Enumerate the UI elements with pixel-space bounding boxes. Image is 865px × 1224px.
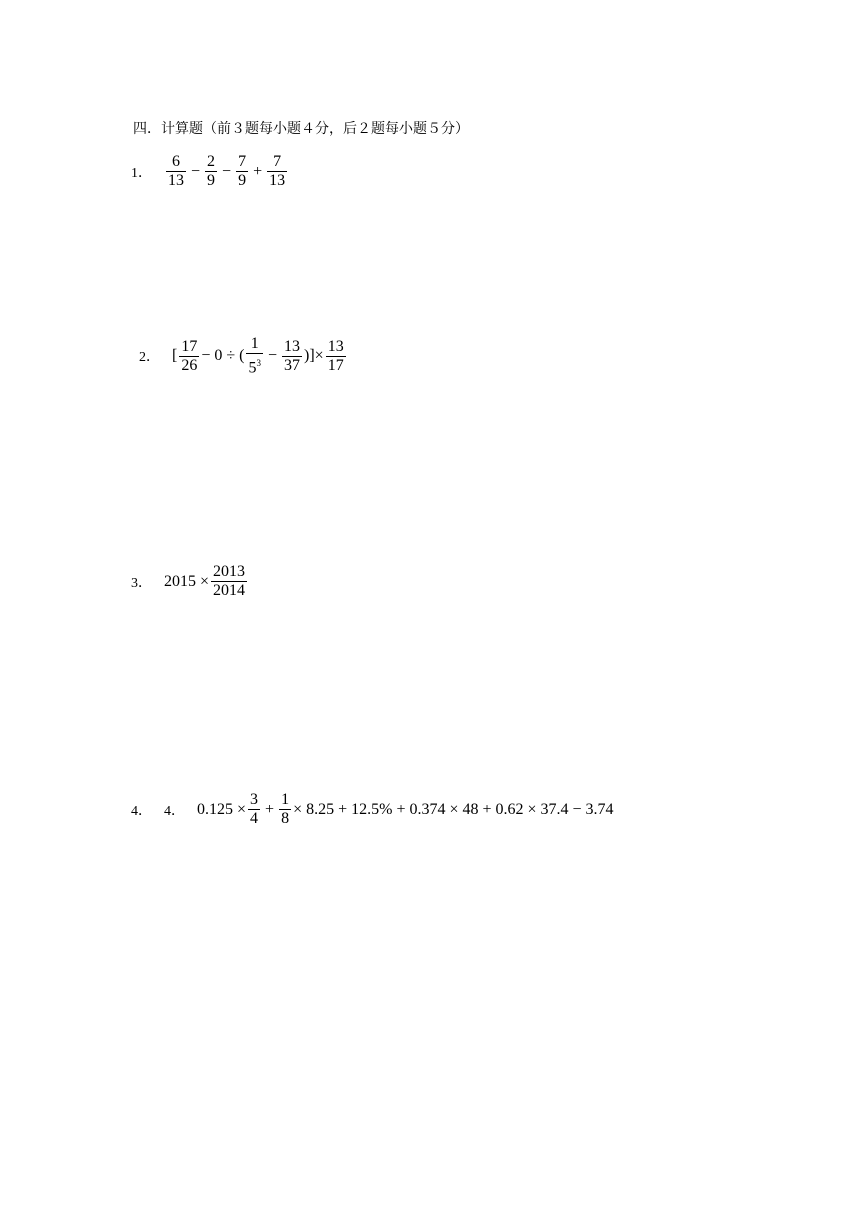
problem-number: 1． — [131, 165, 152, 181]
numerator: 17 — [181, 337, 198, 355]
fraction — [282, 338, 302, 375]
denominator: 9 — [207, 172, 216, 189]
operator: − — [191, 162, 201, 180]
operator-text: × 8.25 + 12.5% + 0.374 × 48 + 0.62 × 37.4 − 3.74 — [293, 800, 614, 818]
denominator: 13 — [269, 172, 286, 189]
operator: − — [267, 347, 277, 365]
operator: − — [222, 162, 232, 180]
numerator: 6 — [172, 153, 180, 170]
expression — [164, 563, 249, 600]
expression — [164, 153, 289, 190]
denominator: 9 — [238, 172, 247, 189]
fraction — [279, 791, 291, 828]
fraction — [211, 563, 247, 600]
operator-text: )]× — [304, 347, 324, 365]
denominator: 37 — [284, 356, 300, 374]
fraction — [246, 335, 263, 377]
numerator: 1 — [281, 791, 290, 808]
operator: + — [265, 800, 275, 818]
section-title: 四．计算题（前３题每小题４分，后２题每小题５分） — [133, 122, 469, 137]
inner-problem-number: 4． — [164, 803, 185, 819]
operator: + — [253, 162, 263, 180]
fraction — [205, 153, 217, 190]
expression — [197, 791, 614, 828]
operator-text: − 0 ÷ ( — [201, 347, 245, 365]
power-base: 5 — [248, 359, 257, 377]
problem-3 — [131, 563, 249, 600]
fraction — [267, 153, 287, 190]
denominator — [246, 353, 263, 377]
numerator: 2 — [207, 153, 216, 170]
fraction — [166, 153, 186, 190]
numerator: 13 — [284, 337, 300, 355]
problem-number: 2． — [139, 350, 160, 366]
problem-1 — [131, 153, 289, 190]
power-exponent: 3 — [256, 358, 261, 368]
problem-number: 4． — [131, 803, 152, 819]
fraction — [248, 791, 260, 828]
operator-text: 0.125 × — [197, 800, 247, 818]
numerator: 3 — [250, 791, 259, 808]
denominator: 17 — [327, 356, 344, 374]
denominator: 26 — [181, 356, 198, 374]
operator-text: 2015 × — [164, 572, 210, 590]
numerator: 7 — [273, 153, 282, 170]
denominator: 13 — [168, 172, 184, 189]
denominator: 4 — [250, 810, 259, 827]
fraction — [326, 338, 346, 375]
bracket: [ — [172, 347, 178, 365]
problem-2 — [139, 335, 348, 377]
expression — [172, 335, 348, 377]
fraction — [179, 338, 199, 375]
denominator: 8 — [281, 810, 290, 827]
fraction — [236, 153, 248, 190]
problem-number: 3． — [131, 575, 152, 591]
problem-4 — [131, 791, 614, 828]
numerator: 7 — [238, 153, 247, 170]
numerator: 1 — [250, 335, 259, 352]
numerator: 2013 — [213, 563, 246, 580]
denominator: 2014 — [213, 582, 246, 599]
numerator: 13 — [327, 337, 344, 355]
